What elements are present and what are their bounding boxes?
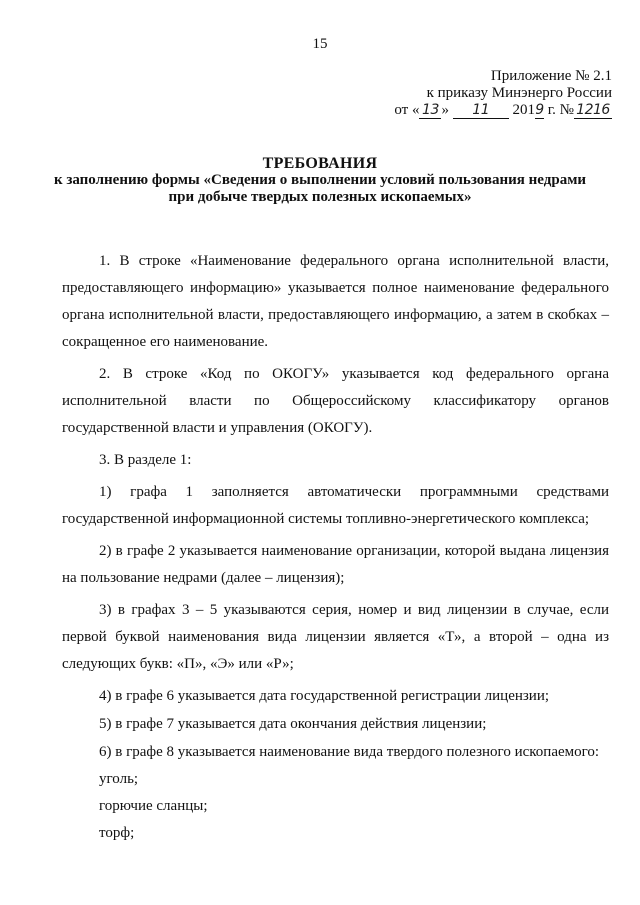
list-item-2: 2) в графе 2 указывается наименование организации, которой выдана лицензия на пользование недрами (далее – лицензия); (62, 543, 609, 586)
list-item-5: 5) в графе 7 указывается дата окончания действия лицензии; (99, 716, 487, 732)
list-item-3: 3) в графах 3 – 5 указываются серия, номер и вид лицензии в случае, если первой буквой наименования вида лицензии является «Т», а второй – одна из следующих букв: «П», «Э» или «Р»; (62, 602, 609, 672)
month-handwritten: 11 (453, 103, 509, 119)
appendix-header (372, 68, 612, 119)
paragraph-1: 1. В строке «Наименование федерального органа исполнительной власти, предоставляющего информацию» указывается полное наименование федерального органа исполнительной власти, предоставляющего информацию, а затем в скобках – сокращенное его наименование. (62, 253, 609, 350)
year-prefix: 201 (512, 102, 535, 118)
mineral-oil-shale: горючие сланцы; (99, 798, 208, 814)
year-digit-handwritten: 9 (535, 102, 544, 118)
year-suffix: г. № (543, 102, 574, 118)
mineral-coal: уголь; (99, 771, 139, 787)
document-title: ТРЕБОВАНИЯ (262, 155, 378, 172)
paragraph-3: 3. В разделе 1: (99, 452, 192, 468)
document-subtitle-line2: при добыче твердых полезных ископаемых» (168, 189, 472, 205)
date-prefix: от « (394, 102, 420, 118)
mineral-peat: торф; (99, 825, 135, 841)
list-item-6: 6) в графе 8 указывается наименование вида твердого полезного ископаемого: (99, 744, 600, 760)
document-subtitle-line1: к заполнению формы «Сведения о выполнении условий пользования недрами (53, 172, 587, 188)
appendix-order-ref: к приказу Минэнерго России (426, 85, 612, 101)
appendix-date-line (372, 102, 612, 119)
order-number-handwritten: 1216 (574, 103, 612, 119)
date-day-close: » (441, 102, 449, 118)
document-body (62, 248, 609, 847)
paragraph-2: 2. В строке «Код по ОКОГУ» указывается код федерального органа исполнительной власти по Общероссийскому классификатору органов государственной власти и управления (ОКОГУ). (62, 366, 609, 436)
list-item-1: 1) графа 1 заполняется автоматически программными средствами государственной информационной системы топливно-энергетического комплекса; (62, 484, 609, 527)
page-number: 15 (312, 36, 328, 52)
document-heading (40, 155, 600, 206)
appendix-title: Приложение № 2.1 (490, 68, 612, 84)
day-handwritten: 13 (419, 103, 441, 119)
list-item-4: 4) в графе 6 указывается дата государственной регистрации лицензии; (99, 688, 550, 704)
